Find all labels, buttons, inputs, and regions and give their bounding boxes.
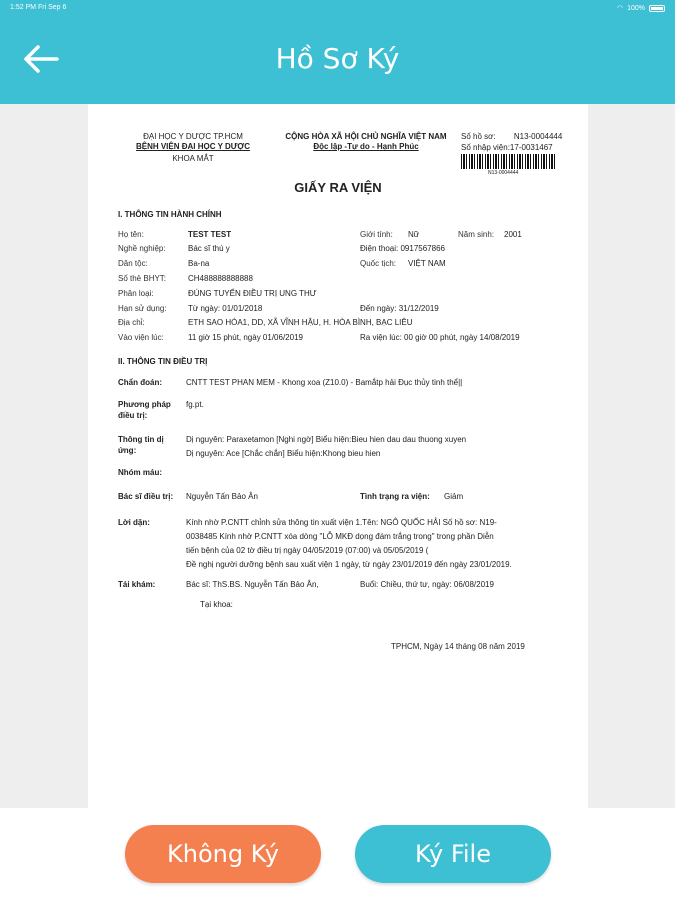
tai-kham-bs: Bác sĩ: ThS.BS. Nguyễn Tấn Bảo Ân, (186, 580, 319, 589)
tinh-trang-label: Tình trạng ra viện: (360, 492, 430, 501)
tai-kham-buoi: Buổi: Chiều, thứ tư, ngày: 06/08/2019 (360, 580, 494, 589)
nhom-mau-label: Nhóm máu: (118, 468, 162, 477)
dan-toc-label: Dân tộc: (118, 259, 148, 268)
bhyt-label: Số thẻ BHYT: (118, 274, 167, 283)
status-time: 1:52 PM Fri Sep 6 (10, 4, 67, 11)
loi-dan-line-3: tiến bệnh của 02 tờ điều trị ngày 04/05/2019 (07:00) và 05/05/2019 ( (186, 546, 429, 555)
han-su-dung-label: Hạn sử dụng: (118, 304, 167, 313)
nation-title: CỘNG HÒA XÃ HỘI CHỦ NGHĨA VIỆT NAM (285, 132, 447, 141)
ppdt-label-1: Phương pháp (118, 400, 171, 409)
loi-dan-line-4: Đề nghị người dưỡng bệnh sau xuất viện 1 ngày, từ ngày 23/01/2019 đến ngày 23/01/2019. (186, 560, 512, 569)
decline-sign-button[interactable]: Không Ký (125, 825, 321, 883)
gioi-tinh-label: Giới tính: (360, 230, 393, 239)
dia-chi-label: Địa chỉ: (118, 318, 145, 327)
chan-doan-value: CNTT TEST PHAN MEM - Khong xoa (Z10.0) - Bamắtp hải Đục thủy tinh thể|| (186, 378, 463, 387)
den-ngay: Đến ngày: 31/12/2019 (360, 304, 439, 313)
ttdu-line-2: Dị nguyên: Ace [Chắc chắn] Biểu hiện:Khong bieu hien (186, 449, 381, 458)
org-line-3: KHOA MẮT (172, 154, 214, 163)
nam-sinh-label: Năm sinh: (458, 230, 495, 239)
ho-ten-label: Họ tên: (118, 230, 144, 239)
chan-doan-label: Chẩn đoán: (118, 378, 162, 387)
bac-si-label: Bác sĩ điều trị: (118, 492, 174, 501)
phan-loai-value: ĐÚNG TUYẾN ĐIỀU TRỊ UNG THƯ (188, 289, 317, 298)
so-ho-so-value: N13-0004444 (513, 132, 563, 141)
org-line-2: BỆNH VIỆN ĐẠI HỌC Y DƯỢC (135, 142, 251, 151)
vao-vien-value: 11 giờ 15 phút, ngày 01/06/2019 (188, 333, 303, 342)
page-title: Hồ Sơ Ký (275, 42, 400, 75)
tai-khoa: Tại khoa: (200, 600, 233, 609)
tu-ngay: Từ ngày: 01/01/2018 (188, 304, 263, 313)
dan-toc-value: Ba-na (188, 259, 210, 268)
loi-dan-line-1: Kính nhờ P.CNTT chỉnh sửa thông tin xuất viện 1.Tên: NGÔ QUỐC HẢI Số hồ sơ: N19- (186, 518, 497, 527)
ppdt-label-2: điều trị: (118, 411, 148, 420)
barcode-text: N13-0004444 (488, 170, 519, 176)
tai-kham-label: Tái khám: (118, 580, 156, 589)
loi-dan-label: Lời dặn: (118, 518, 150, 527)
footer-date: TPHCM, Ngày 14 tháng 08 năm 2019 (391, 642, 525, 651)
dia-chi-value: ETH SAO HÓA1, DD, XÃ VĨNH HẬU, H. HÒA BÌNH, BẠC LIÊU (188, 318, 413, 327)
nation-block (271, 132, 461, 152)
status-bar (0, 0, 675, 16)
section-2-heading: II. THÔNG TIN ĐIỀU TRỊ (118, 357, 208, 366)
battery-percent: 100% (627, 4, 645, 12)
nam-sinh-value: 2001 (504, 230, 522, 239)
phan-loai-label: Phân loại: (118, 289, 154, 298)
so-ho-so-label: Số hồ sơ: (461, 132, 496, 141)
ho-ten-value: TEST TEST (188, 230, 232, 239)
ppdt-value: fg.pt. (186, 400, 204, 409)
nghe-label: Nghề nghiệp: (118, 244, 166, 253)
nghe-value: Bác sĩ thú y (188, 244, 230, 253)
ttdu-label-1: Thông tin dị (118, 435, 164, 444)
bac-si-value: Nguyễn Tấn Bảo Ân (186, 492, 258, 501)
so-ho-so (461, 132, 562, 142)
quoc-tich-value: VIỆT NAM (408, 259, 446, 268)
org-block (118, 132, 268, 164)
org-line-1: ĐẠI HỌC Y DƯỢC TP.HCM (143, 132, 243, 141)
ttdu-line-1: Dị nguyên: Paraxetamon [Nghi ngờ] Biểu hiện:Bieu hien dau dau thuong xuyen (186, 435, 467, 444)
tinh-trang-value: Giảm (444, 492, 464, 501)
sign-file-button[interactable]: Ký File (355, 825, 551, 883)
ttdu-label-2: ứng: (118, 446, 137, 455)
status-right (617, 4, 665, 12)
document-title: GIẤY RA VIỆN (294, 180, 382, 195)
document-viewer[interactable] (0, 104, 675, 808)
gioi-tinh-value: Nữ (408, 230, 420, 239)
ra-vien: Ra viện lúc: 00 giờ 00 phút, ngày 14/08/2019 (360, 333, 520, 342)
so-nhap-vien: Số nhập viện:17-0031467 (461, 143, 553, 152)
dien-thoai: Điện thoại: 0917567866 (360, 244, 445, 253)
vao-vien-label: Vào viện lúc: (118, 333, 164, 342)
loi-dan-line-2: 0038485 Kính nhờ P.CNTT xóa dòng "LỖ MKĐ dọng đám trắng trong" trong phần Diễn (186, 532, 494, 541)
section-1-heading: I. THÔNG TIN HÀNH CHÍNH (118, 210, 222, 219)
motto: Độc lập -Tự do - Hạnh Phúc (313, 142, 419, 151)
wifi-icon: ◠ (616, 5, 624, 12)
document-page (88, 104, 588, 808)
battery-icon (649, 5, 665, 12)
app-header (0, 16, 675, 104)
action-bar (0, 808, 675, 900)
bhyt-value: CH488888888888 (188, 274, 253, 283)
barcode (461, 154, 557, 169)
quoc-tich-label: Quốc tịch: (360, 259, 397, 268)
